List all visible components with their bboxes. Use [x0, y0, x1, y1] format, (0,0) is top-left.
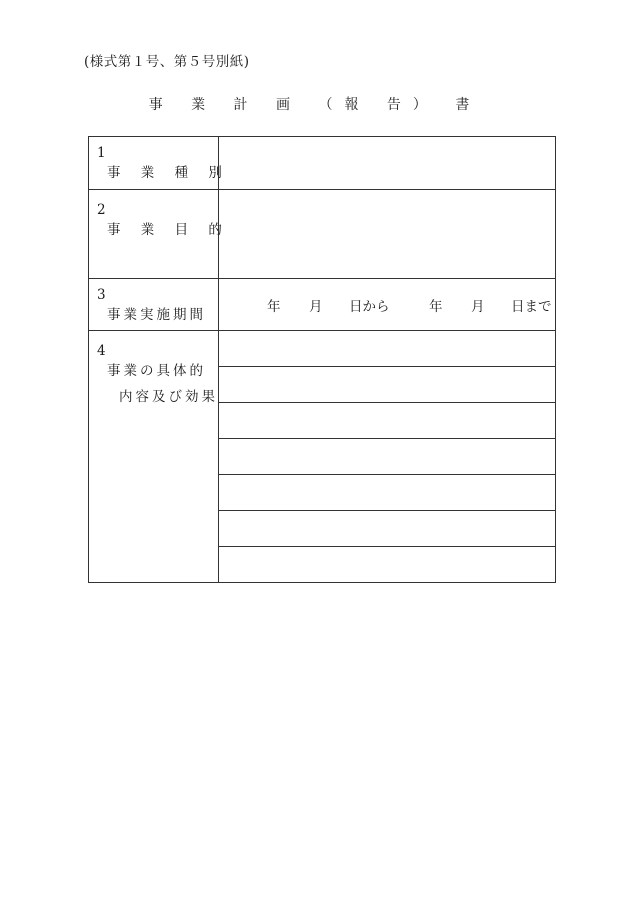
content-line-4[interactable]: [219, 439, 556, 475]
content-effects-label-line1: 事業の具体的: [107, 363, 206, 379]
form-reference: (様式第１号、第５号別紙): [84, 54, 250, 70]
table-row-business-purpose: [89, 190, 556, 279]
business-plan-table: [88, 136, 556, 583]
table-row-implementation-period: [89, 279, 556, 331]
content-line-5[interactable]: [219, 475, 556, 511]
row-number: 3: [97, 286, 106, 303]
content-line-6[interactable]: [219, 511, 556, 547]
label-cell-business-purpose: [89, 190, 230, 279]
content-line-2[interactable]: [219, 367, 556, 403]
content-line-7[interactable]: [219, 547, 556, 583]
period-year-from: 年: [267, 298, 281, 315]
label-cell-business-type: [89, 137, 230, 190]
period-month-until: 月: [471, 298, 485, 315]
label-cell-implementation-period: [89, 279, 219, 331]
period-year-until: 年: [429, 298, 443, 315]
table-row-business-type: [89, 137, 556, 190]
period-day-until: 日まで: [511, 298, 552, 315]
row-number: 2: [97, 202, 106, 218]
page-title: 事 業 計 画 （報 告） 書: [148, 97, 482, 113]
content-effects-label-line2: 内容及び効果: [119, 389, 218, 405]
row-number: 1: [97, 145, 106, 161]
table-row-content-effects: [89, 331, 556, 367]
implementation-period-field[interactable]: [219, 279, 556, 331]
content-line-3[interactable]: [219, 403, 556, 439]
business-type-label: 事 業 種 別: [107, 165, 230, 181]
business-type-input-area[interactable]: [219, 137, 556, 190]
business-purpose-input-area[interactable]: [219, 190, 556, 279]
label-cell-content-effects: [89, 331, 219, 583]
business-purpose-label: 事 業 目 的: [107, 222, 230, 238]
row-number: 4: [97, 343, 106, 359]
implementation-period-label: 事業実施期間: [107, 306, 206, 323]
period-day-from: 日から: [349, 298, 390, 315]
period-month-from: 月: [309, 298, 323, 315]
content-line-1[interactable]: [219, 331, 556, 367]
